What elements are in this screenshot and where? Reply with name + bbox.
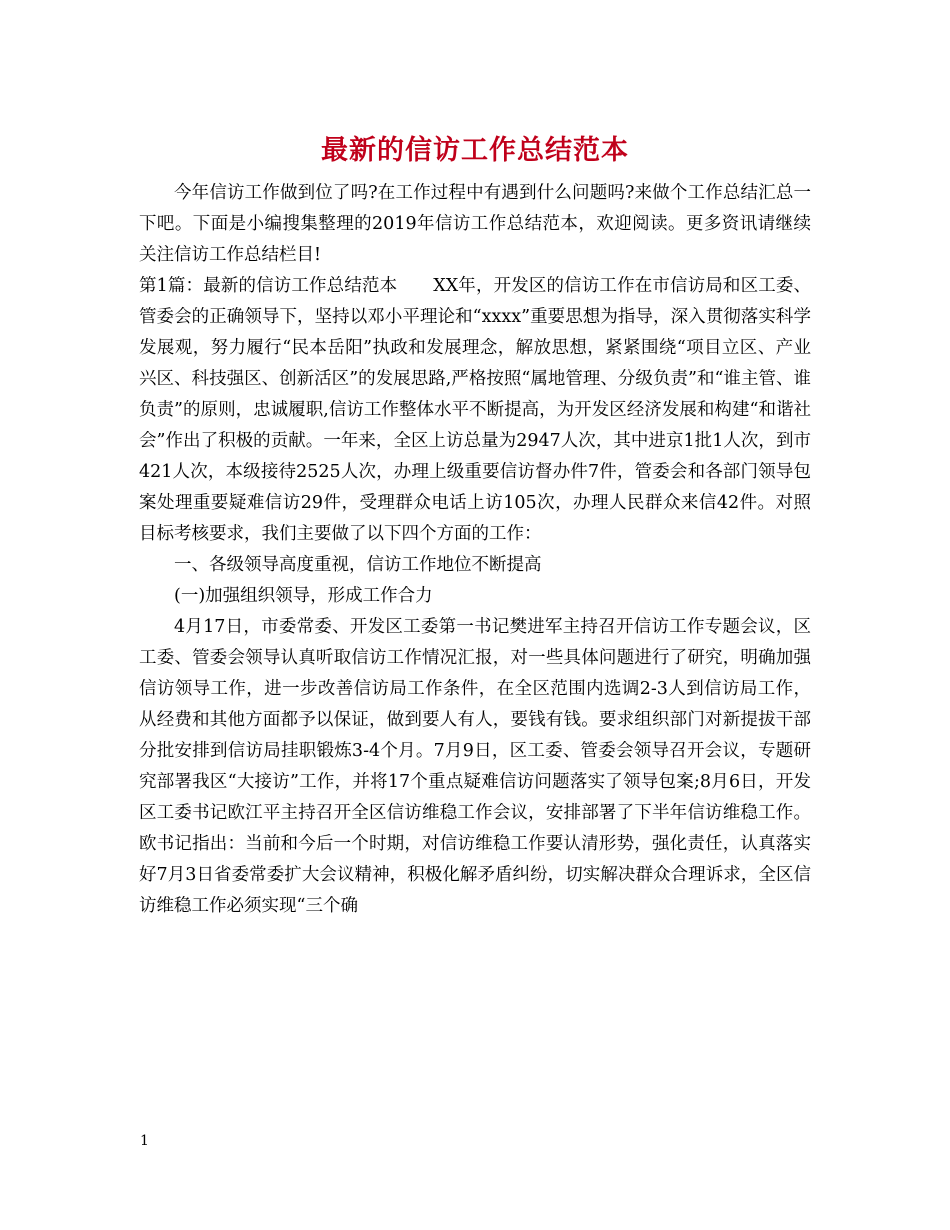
april-meeting-paragraph: 4月17日，市委常委、开发区工委第一书记樊进军主持召开信访工作专题会议，区工委、管委会领导认真听取信访工作情况汇报，对一些具体问题进行了研究，明确加强信访领导工作，进一步改善信访局工作条件，在全区范围内选调2-3人到信访局工作，从经费和其他方面都予以保证，做到要人有人，要钱有钱。要求组织部门对新提拔干部分批安排到信访局挂职锻炼3-4个月。7月9日，区工委、管委会领导召开会议，专题研究部署我区“大接访”工作，并将17个重点疑难信访问题落实了领导包案;8月6日，开发区工委书记欧江平主持召开全区信访维稳工作会议，安排部署了下半年信访维稳工作。欧书记指出：当前和今后一个时期，对信访维稳工作要认清形势，强化责任，认真落实好7月3日省委常委扩大会议精神，积极化解矛盾纠纷，切实解决群众合理诉求，全区信访维稳工作必须实现“三个确 [139, 617, 811, 916]
section-1-body: XX年，开发区的信访工作在市信访局和区工委、管委会的正确领导下，坚持以邓小平理论和“xxxx”重要思想为指导，深入贯彻落实科学发展观，努力履行“民本岳阳”执政和发展理念，解放思想，紧紧围绕“项目立区、产业兴区、科技强区、创新活区”的发展思路,严格按照“属地管理、分级负责”和“谁主管、谁负责”的原则，忠诚履职,信访工作整体水平不断提高，为开发区经济发展和构建“和谐社会”作出了积极的贡献。一年来，全区上访总量为2947人次，其中进京1批1人次，到市421人次，本级接待2525人次，办理上级重要信访督办件7件，管委会和各部门领导包案处理重要疑难信访29件，受理群众电话上访105次，办理人民群众来信42件。对照目标考核要求，我们主要做了以下四个方面的工作： [139, 276, 811, 544]
section-1-paragraph [139, 271, 811, 550]
intro-paragraph: 今年信访工作做到位了吗?在工作过程中有遇到什么问题吗?来做个工作总结汇总一下吧。下面是小编搜集整理的2019年信访工作总结范本，欢迎阅读。更多资讯请继续关注信访工作总结栏目! [139, 183, 811, 265]
document-title: 最新的信访工作总结范本 [321, 135, 629, 166]
document-body [139, 178, 811, 922]
page-number: 1 [140, 1133, 149, 1149]
section-1-heading: 第1篇：最新的信访工作总结范本 [139, 276, 398, 296]
heading-level-1: 一、各级领导高度重视，信访工作地位不断提高 [174, 555, 542, 575]
heading-level-2: (一)加强组织领导，形成工作合力 [174, 586, 433, 606]
